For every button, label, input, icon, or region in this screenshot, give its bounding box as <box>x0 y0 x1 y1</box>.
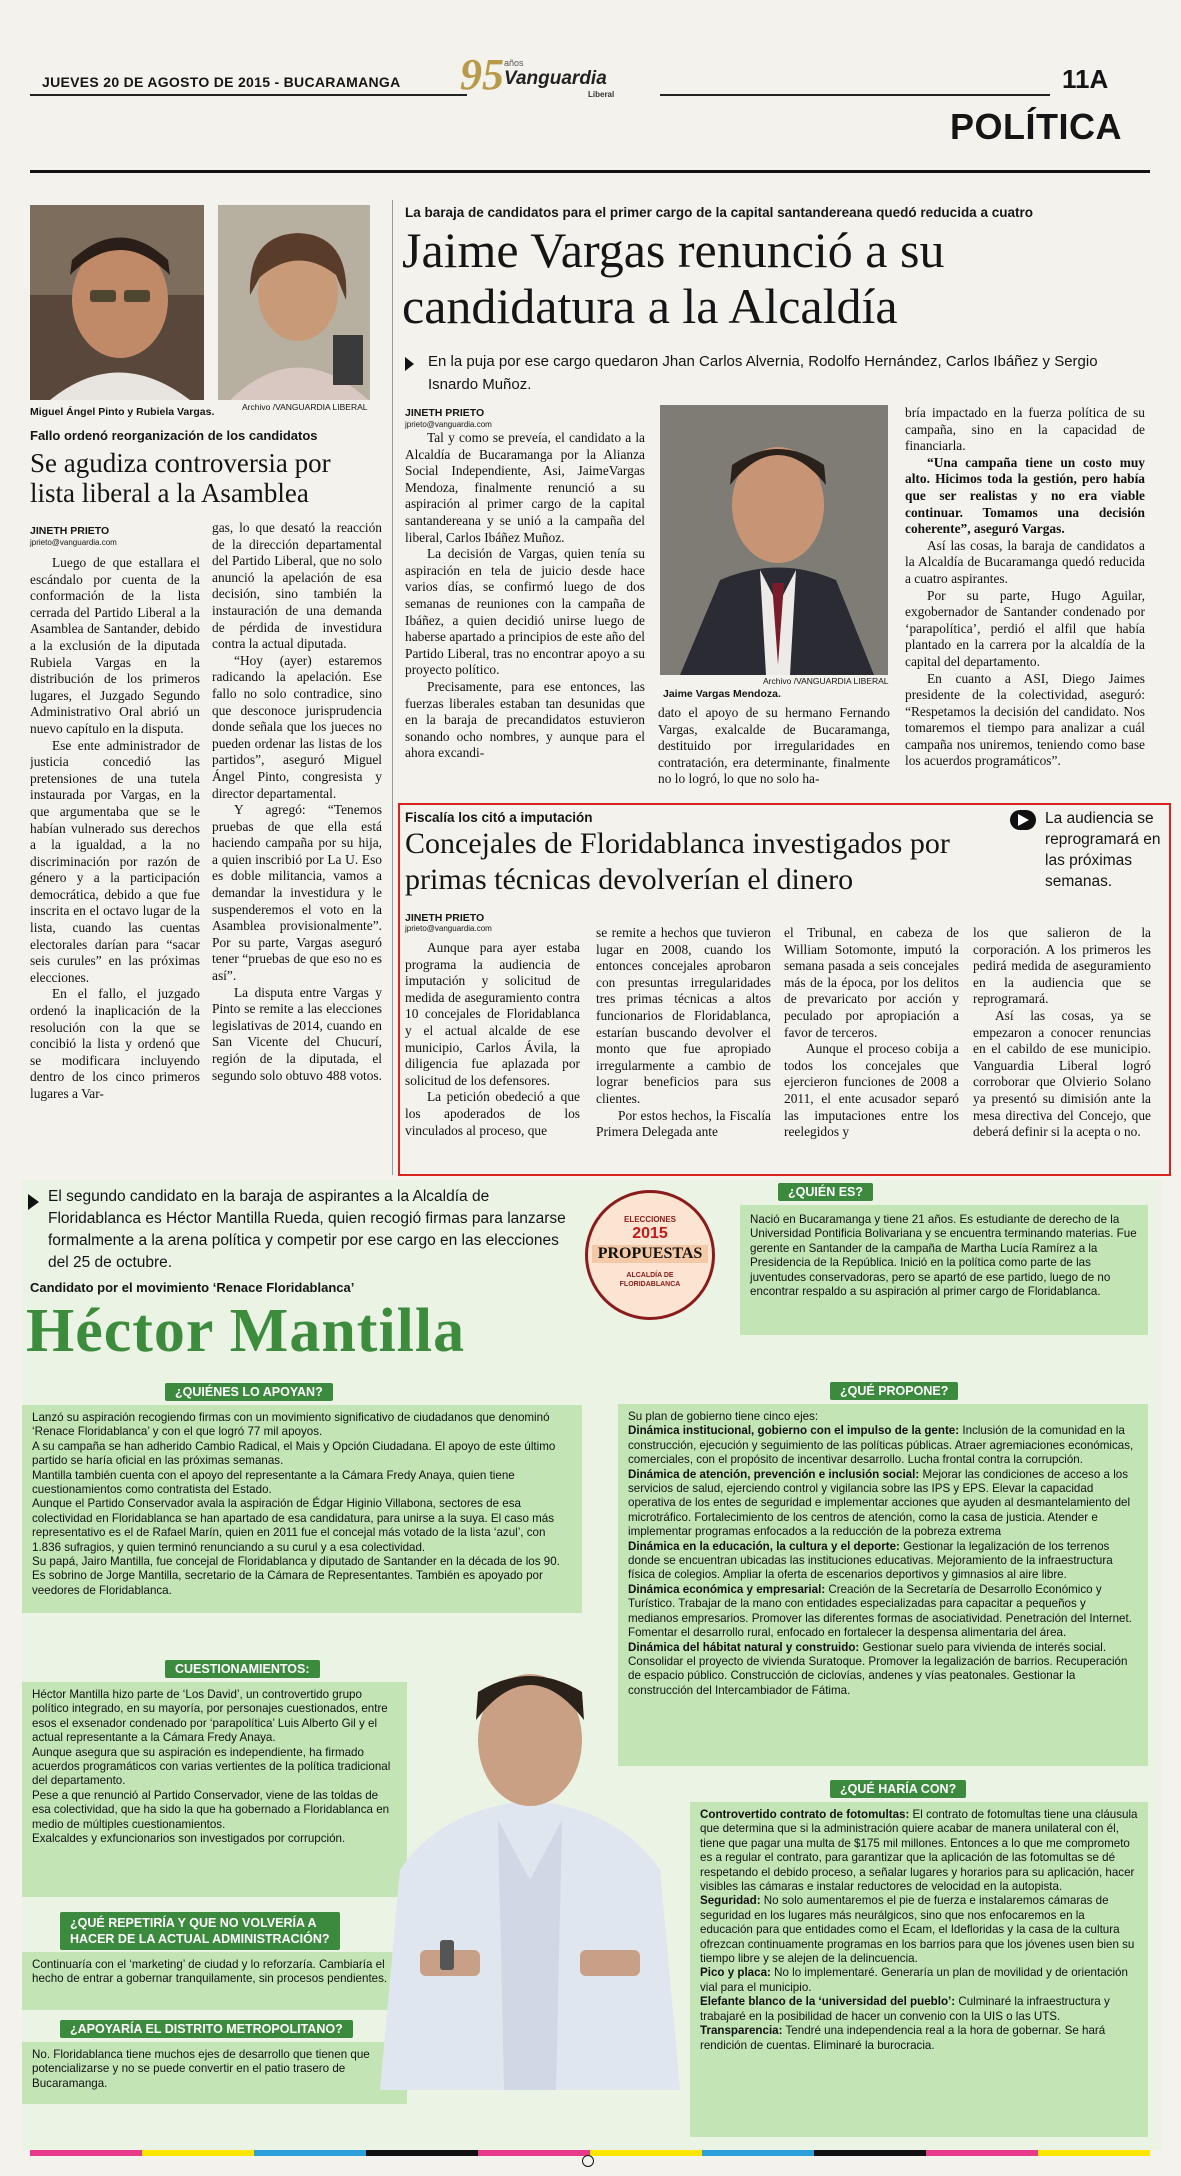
main-col-3 <box>905 405 1145 803</box>
apoyan-title: ¿QUIÉNES LO APOYAN? <box>165 1383 333 1401</box>
paragraph: La disputa entre Vargas y Pinto se remite a las elecciones legislativas de 2014, cuando en San Vicente del Chucurí, región de la diputada, el segundo solo obtuvo 488 votos. <box>212 984 382 1083</box>
left-author: JINETH PRIETO <box>30 525 110 537</box>
cuest-text: Pese a que renunció al Partido Conservador, viene de las toldas de esa colectividad, que ha sido la que ha gobernado a Floridablanca en medio de múltiples cuestionamientos. <box>32 1788 390 1831</box>
paragraph: “Una campaña tiene un costo muy alto. Hicimos toda la gestión, pero había que ser realistas y no era viable continuar. Tomamos una decisión coherente”, aseguró Vargas. <box>905 454 1145 537</box>
haria-key: Pico y placa: <box>700 1966 771 1980</box>
propone-key: Dinámica económica y empresarial: <box>628 1582 826 1596</box>
portrait-woman-photo <box>218 205 370 400</box>
propone-text: Creación de la Secretaría de Desarrollo Económico y Turístico. Trabajar de la mano con entidades especializadas para capacitar a pequeños y medianos empresarios. Promover las diferentes formas de asociatividad. Penetración del Internet. Fomentar el desarrollo rural, enfocado en fortalecer la despensa alimentaria del área. <box>628 1582 1132 1640</box>
woman-portrait-icon <box>218 205 370 400</box>
section-rule <box>30 170 1150 173</box>
distrito-box <box>22 2042 407 2104</box>
paragraph: Aunque para ayer estaba programa la audiencia de imputación y solicitud de medida de aseguramiento contra 10 concejales de Floridablanca y el actual alcalde de ese municipio, Carlos Ávila, la diligencia fue aplazada por solicitud de los defensores. <box>405 940 580 1088</box>
paragraph: Luego de que estallara el escándalo por cuenta de la conformación de la lista cerrada del Partido Liberal a la Asamblea de Santander, debido a la exclusión de la diputada Rubiela Vargas en la distribución de los primeros lugares, el Juzgado Segundo Administrativo Oral abrió un nuevo capítulo en la disputa. <box>30 555 200 736</box>
cuest-text: Exalcaldes y exfuncionarios son investigados por corrupción. <box>32 1832 346 1846</box>
paragraph: el Tribunal, en cabeza de William Sotomonte, imputó la semana pasada a seis concejales más de la época, por los delitos de prevaricato por acción y peculado por apropiación a favor de terceros. <box>784 925 959 1040</box>
paragraph: Y agregó: “Tenemos pruebas de que ella está haciendo campaña por su hija, a quien inscribió por La U. Eso es doble militancia, vamos a demandar la investidura y le suspenderemos el voto en la Asamblea provisionalmente”. Por su parte, Vargas aseguró tener “pruebas de que eso no es así”. <box>212 802 382 984</box>
propone-key: Dinámica en la educación, la cultura y el deporte: <box>628 1539 900 1553</box>
cuestionamientos-title: CUESTIONAMIENTOS: <box>165 1660 320 1678</box>
propone-intro: Su plan de gobierno tiene cinco ejes: <box>628 1410 819 1423</box>
deck-arrow-icon <box>405 357 414 371</box>
apoyan-text: A su campaña se han adherido Cambio Radical, el Mais y Opción Ciudadana. El apoyo de este último partido se haría oficial en las próximas semanas. <box>32 1439 556 1468</box>
quien-es-text: Nació en Bucaramanga y tiene 21 años. Es estudiante de derecho de la Universidad Pontificia Bolivariana y se encuentra terminando materias. Fue gerente en Santander de la campaña de Martha Lucía Ramírez a la Presidencia de la República. Inició en la política como parte de las juventudes conservadoras, pero se apartó de ese partido, luego de no encontrar respaldo a su aspiración al primer cargo de Floridablanca. <box>750 1213 1137 1299</box>
paragraph: En cuanto a ASI, Diego Jaimes presidente de la colectividad, aseguró: “Respetamos la decisión del candidato. Nos tomaremos el tiempo para analizar a cuál campaña nos uniremos, teniendo como base los acuerdos programáticos”. <box>905 670 1145 769</box>
propone-box <box>618 1404 1148 1766</box>
propone-item <box>628 1641 1138 1699</box>
jaime-vargas-portrait-icon <box>660 405 888 675</box>
haria-key: Elefante blanco de la ‘universidad del pueblo’: <box>700 1995 956 2009</box>
main-headline: Jaime Vargas renunció a su candidatura a la Alcaldía <box>402 222 945 334</box>
left-kicker: Fallo ordenó reorganización de los candidatos <box>30 428 318 443</box>
badge-top: ELECCIONES <box>623 1215 676 1224</box>
propone-text: Inclusión de la comunidad en la construcción, ejecución y seguimiento de las políticas públicas. Atraer agremiaciones económicas, comerciales, con el propósito de incentivar desarrollo. Lucha frontal contra la corrupción. <box>628 1424 1134 1467</box>
paragraph: Ese ente administrador de justicia concedió las pretensiones de una tutela instaurada por Vargas, en la que argumentaba que se le habían vulnerado sus derechos a la igualdad, a la no discriminación por razón de género y a la participación democrática, debido a que fue inscrita en el octavo lugar de la lista, cuando las cuentas electorales darían para “sacar seis curules” en las próximas elecciones. <box>30 737 200 985</box>
haria-key: Seguridad: <box>700 1894 761 1908</box>
portrait-jaime-vargas-photo <box>660 405 888 675</box>
haria-item <box>700 1808 1138 1894</box>
propone-item <box>628 1468 1138 1540</box>
paragraph: “Hoy (ayer) estaremos radicando la apelación. Ese fallo no solo contradice, sino que desconoce jurisprudencia donde señala que los jueces no pueden ordenar las listas de los partidos”, aseguró Miguel Ángel Pinto, congresista y director departamental. <box>212 652 382 801</box>
quien-es-box <box>740 1205 1148 1335</box>
cuestionamientos-box <box>22 1682 407 1897</box>
left-col-2 <box>212 520 382 1170</box>
registration-mark-icon <box>582 2155 594 2167</box>
page-number: 11A <box>1062 64 1109 94</box>
propone-item <box>628 1424 1138 1467</box>
paragraph: Así las cosas, la baraja de candidatos a la Alcaldía de Bucaramanga quedó reducida a cuatro aspirantes. <box>905 537 1145 586</box>
paragraph: Por su parte, Hugo Aguilar, exgobernador de Santander condenado por ‘parapolítica’, perdió el alfil que había plantado en la carrera por la alcaldía de la capital del departamento. <box>905 587 1145 669</box>
haria-text: El contrato de fotomultas tiene una cláusula que determina que si la administración quiere acabar de manera unilateral con él, tiene que pagar una multa de $175 mil millones. Entonces a lo que me comprometo es a regular el contrato, para garantizar que la aplicación de las fotomultas se dé respetando el debido proceso, a señalar lugares y horarios para su aplicación, hacer visibles las cámaras e instalar reductores de velocidad en la autopista. <box>700 1808 1138 1894</box>
haria-key: Controvertido contrato de fotomultas: <box>700 1808 910 1821</box>
main-col-2 <box>658 705 890 803</box>
quien-es-title: ¿QUIÉN ES? <box>778 1183 873 1201</box>
propone-text: Gestionar suelo para vivienda de interés social. Consolidar el proyecto de vivienda Suratoque. Promover la legalización de barrios. Recuperación de espacio público. Construcción de ciclovías, andenes y vías peatonales. Gestionar la construcción del Intercambiador de Fátima. <box>628 1640 1128 1697</box>
header-rule <box>30 94 467 96</box>
paragraph: La decisión de Vargas, quien tenía su aspiración en tela de juicio desde hace varios días, se confirmó luego de dos semanas de reuniones con la campaña de Ibáñez, a quien decidió unirse luego de haberse apartado a principios de este año del Partido Liberal, tras no encontrar apoyo a su proyecto político. <box>405 546 645 678</box>
propone-key: Dinámica del hábitat natural y construido: <box>628 1640 860 1654</box>
logo-name: Vanguardia <box>504 68 607 89</box>
haria-key: Transparencia: <box>700 2024 783 2038</box>
apoyan-text: Lanzó su aspiración recogiendo firmas con un movimiento significativo de ciudadanos que denominó ‘Renace Floridablanca’ y con el que logró 77 mil apoyos. <box>32 1411 550 1439</box>
candidate-kicker: Candidato por el movimiento ‘Renace Floridablanca’ <box>30 1280 355 1295</box>
logo-anos: años <box>504 58 524 68</box>
paragraph: Aunque el proceso cobija a todos los concejales que ejercieron funciones de 2008 a 2011, el ente acusador separó las imputaciones entre los reelegidos y <box>784 1041 959 1140</box>
header-rule-right <box>660 94 1050 96</box>
box-col-2 <box>596 925 771 1170</box>
repetiria-text: Continuaría con el ‘marketing’ de ciudad y lo reforzaría. Cambiaría el hecho de entrar a gobernar tranquilamente, sin procesos pendientes. <box>32 1958 388 1986</box>
intro-arrow-icon <box>28 1194 39 1210</box>
repetiria-title: ¿QUÉ REPETIRÍA Y QUE NO VOLVERÍA A HACER DE LA ACTUAL ADMINISTRACIÓN? <box>60 1912 340 1950</box>
box-col-4 <box>973 925 1151 1170</box>
paragraph: dato el apoyo de su hermano Fernando Vargas, exalcalde de Bucaramanga, destituido por irregularidades en contratación, era determinante, finalmente no lo logró, lo que no solo ha- <box>658 705 890 787</box>
main-author: JINETH PRIETO <box>405 407 485 419</box>
main-photo-caption: Jaime Vargas Mendoza. <box>663 688 781 700</box>
left-photo-caption: Miguel Ángel Pinto y Rubiela Vargas. <box>30 406 215 418</box>
paragraph: gas, lo que desató la reacción de la dirección departamental del Partido Liberal, que no solo anunció la apelación de esa decisión, sino también la instauración de una demanda de pérdida de investidura contra la actual diputada. <box>212 520 382 652</box>
paragraph: Por estos hechos, la Fiscalía Primera Delegada ante <box>596 1107 771 1140</box>
propone-key: Dinámica de atención, prevención e inclusión social: <box>628 1467 920 1481</box>
haria-item <box>700 1894 1138 1966</box>
box-pullquote: La audiencia se reprogramará en las próximas semanas. <box>1045 810 1161 890</box>
newspaper-logo <box>460 52 660 102</box>
box-col-3 <box>784 925 959 1170</box>
arrow-head-icon <box>1018 814 1029 826</box>
propone-item <box>628 1583 1138 1641</box>
left-photo-credit: Archivo /VANGUARDIA LIBERAL <box>242 402 368 412</box>
haria-item <box>700 2024 1138 2053</box>
haria-text: No solo aumentaremos el pie de fuerza e instalaremos cámaras de seguridad en los lugares más neurálgicos, sino que nos enfocaremos en la educación para que entidades como el Ecam, el Idefloridas y la casa de la cultura ofrezcan continuamente programas en los barrios para que los jóvenes usen bien su tiempo libre y se alejen de la delincuencia. <box>700 1894 1135 1966</box>
candidate-intro: El segundo candidato en la baraja de aspirantes a la Alcaldía de Floridablanca es Héctor Mantilla Rueda, quien recogió firmas para lanzarse formalmente a la arena política y competir por ese cargo en las elecciones del 25 de octubre. <box>48 1188 566 1271</box>
haria-text: No lo implementaré. Generaría un plan de movilidad y de orientación vial para el municipio. <box>700 1966 1128 1994</box>
section-title: POLÍTICA <box>950 106 1122 147</box>
haria-text: Culminaré la infraestructura y trabajaré en la posibilidad de hacer un convenio con la UIS o las UTS. <box>700 1995 1110 2023</box>
portrait-man-photo <box>30 205 204 400</box>
haria-title: ¿QUÉ HARÍA CON? <box>830 1780 966 1798</box>
paragraph: los que salieron de la corporación. A los primeros les pedirá medida de aseguramiento en la audiencia que se reprogramará. <box>973 925 1151 1007</box>
main-col-1 <box>405 430 645 802</box>
left-col-1 <box>30 555 200 1170</box>
propone-title: ¿QUÉ PROPONE? <box>830 1382 958 1400</box>
left-email: jprieto@vanguardia.com <box>30 538 117 547</box>
propone-item <box>628 1540 1138 1583</box>
paragraph: Tal y como se preveía, el candidato a la Alcaldía de Bucaramanga por la Alianza Social Independiente, Asi, JaimeVargas Mendoza, finalmente renunció a su aspiración al primer cargo de la capital santandereana y se unió a la campaña del liberal, Carlos Ibáñez Muñoz. <box>405 430 645 545</box>
badge-year: 2015 <box>632 1225 668 1242</box>
header-date: JUEVES 20 DE AGOSTO DE 2015 - BUCARAMANGA <box>42 74 401 90</box>
propuestas-badge <box>585 1190 715 1320</box>
haria-text: Tendré una independencia real a la hora de gobernar. Se hará rendición de cuentas. Eliminaré la burocracia. <box>700 2024 1106 2052</box>
apoyan-text: Aunque el Partido Conservador avala la aspiración de Édgar Higinio Villabona, sectores de esa colectividad en Floridablanca se han apartado de esa candidatura, para unirse a la suya. El caso más representativo es el de Rafael Marín, quien en 2011 fue el concejal más votado de la lista ‘azul’, con 1.836 sufragios, y quien terminó renunciando a su curul y a esa colectividad. <box>32 1497 555 1554</box>
box-author: JINETH PRIETO <box>405 912 485 924</box>
badge-bottom: ALCALDÍA DE FLORIDABLANCA <box>619 1272 681 1288</box>
logo-years: 95 <box>460 50 504 99</box>
haria-item <box>700 1995 1138 2024</box>
paragraph: La petición obedeció a que los apoderados de los vinculados al proceso, que <box>405 1089 580 1138</box>
repetiria-box <box>22 1952 407 2010</box>
distrito-text: No. Floridablanca tiene muchos ejes de desarrollo que tienen que potencializarse y no se puede convertir en el patio trasero de Bucaramanga. <box>32 2048 370 2090</box>
column-divider <box>392 200 393 1175</box>
paragraph: En el fallo, el juzgado ordenó la inaplicación de la resolución con la que se concibió la lista y ordenó que se modificara incluyendo dentro de los cinco primeros lugares a Var- <box>30 986 200 1101</box>
logo-sub: Liberal <box>588 90 615 99</box>
pullquote-arrow-icon <box>1010 810 1036 830</box>
left-headline: Se agudiza controversia por lista liberal a la Asamblea <box>30 448 331 508</box>
candidate-name: Héctor Mantilla <box>26 1297 466 1365</box>
apoyan-box <box>22 1405 582 1613</box>
propone-text: Mejorar las condiciones de acceso a los servicios de salud, ejerciendo control y vigilancia sobre las IPS y EPS. Elevar la capacidad operativa de los entes de seguridad e implementar acciones que ayuden al desmantelamiento del microtráfico. Fortalecimiento de los centros de atención, como la casa de justicia. Atender e implementar programas enfocados a la reducción de la pobreza extrema <box>628 1467 1131 1539</box>
box-col-1 <box>405 940 580 1170</box>
badge-main: PROPUESTAS <box>592 1245 708 1263</box>
distrito-title: ¿APOYARÍA EL DISTRITO METROPOLITANO? <box>60 2020 353 2038</box>
propone-key: Dinámica institucional, gobierno con el impulso de la gente: <box>628 1424 960 1438</box>
cuest-text: Héctor Mantilla hizo parte de ‘Los David’, un controvertido grupo político integrado, en su mayoría, por personajes cuestionados, entre esos el exsenador condenado por ‘parapolítica’ Luis Alberto Gil y el actual representante a la Cámara Fredy Anaya. <box>32 1688 388 1745</box>
man-portrait-icon <box>30 205 204 400</box>
main-kicker: La baraja de candidatos para el primer cargo de la capital santandereana quedó reducida a cuatro <box>405 205 1033 220</box>
paragraph: Así las cosas, ya se empezaron a conocer renuncias en el cabildo de ese municipio. Vanguardia Liberal logró corroborar que Olvierio Solano ya presentó su dimisión ante la mesa directiva del Concejo, que deberá definir si la acepta o no. <box>973 1007 1151 1140</box>
paragraph: se remite a hechos que tuvieron lugar en 2008, cuando los entonces concejales aprobaron con presuntas irregularidades tres primas técnicas a altos funcionarios de Floridablanca, estarían buscando devolver el monto que fue apropiado irregularmente a cambio de lograr beneficios para sus clientes. <box>596 925 771 1106</box>
box-headline: Concejales de Floridablanca investigados por primas técnicas devolverían el dinero <box>405 827 950 896</box>
paragraph: bría impactado en la fuerza política de su campaña, sino en la capacidad de financiarla. <box>905 405 1145 454</box>
propone-text: Gestionar la legalización de los terrenos donde se encuentran ubicadas las instituciones educativas. Mejoramiento de la infraestructura física de colegios. Ampliar la oferta de escenarios deportivos y gimnasios al aire libre. <box>628 1539 1113 1582</box>
apoyan-text: Mantilla también cuenta con el apoyo del representante a la Cámara Fredy Anaya, quien tiene cuestionamientos como contratista del Estado. <box>32 1468 515 1497</box>
box-email: jprieto@vanguardia.com <box>405 924 492 933</box>
main-photo-credit: Archivo /VANGUARDIA LIBERAL <box>763 676 889 686</box>
haria-box <box>690 1802 1148 2137</box>
haria-item <box>700 1966 1138 1995</box>
main-deck: En la puja por ese cargo quedaron Jhan Carlos Alvernia, Rodolfo Hernández, Carlos Ibáñez y Sergio Isnardo Muñoz. <box>428 353 1098 393</box>
box-kicker: Fiscalía los citó a imputación <box>405 810 593 825</box>
main-email: jprieto@vanguardia.com <box>405 420 492 429</box>
paragraph: Precisamente, para ese entonces, las fuerzas liberales estaban tan desunidas que en la baraja de precandidatos estuvieron sonando ocho nombres, y aunque para el ahora excandi- <box>405 678 645 761</box>
apoyan-text: Su papá, Jairo Mantilla, fue concejal de Floridablanca y diputado de Santander en la década de los 90. Es sobrino de Jorge Mantilla, secretario de la Cámara de Representantes. También es apoyado por veedores de Floridablanca. <box>32 1555 560 1597</box>
cuest-text: Aunque asegura que su aspiración es independiente, ha firmado acuerdos programáticos con varias vertientes de la política tradicional del departamento. <box>32 1745 391 1788</box>
